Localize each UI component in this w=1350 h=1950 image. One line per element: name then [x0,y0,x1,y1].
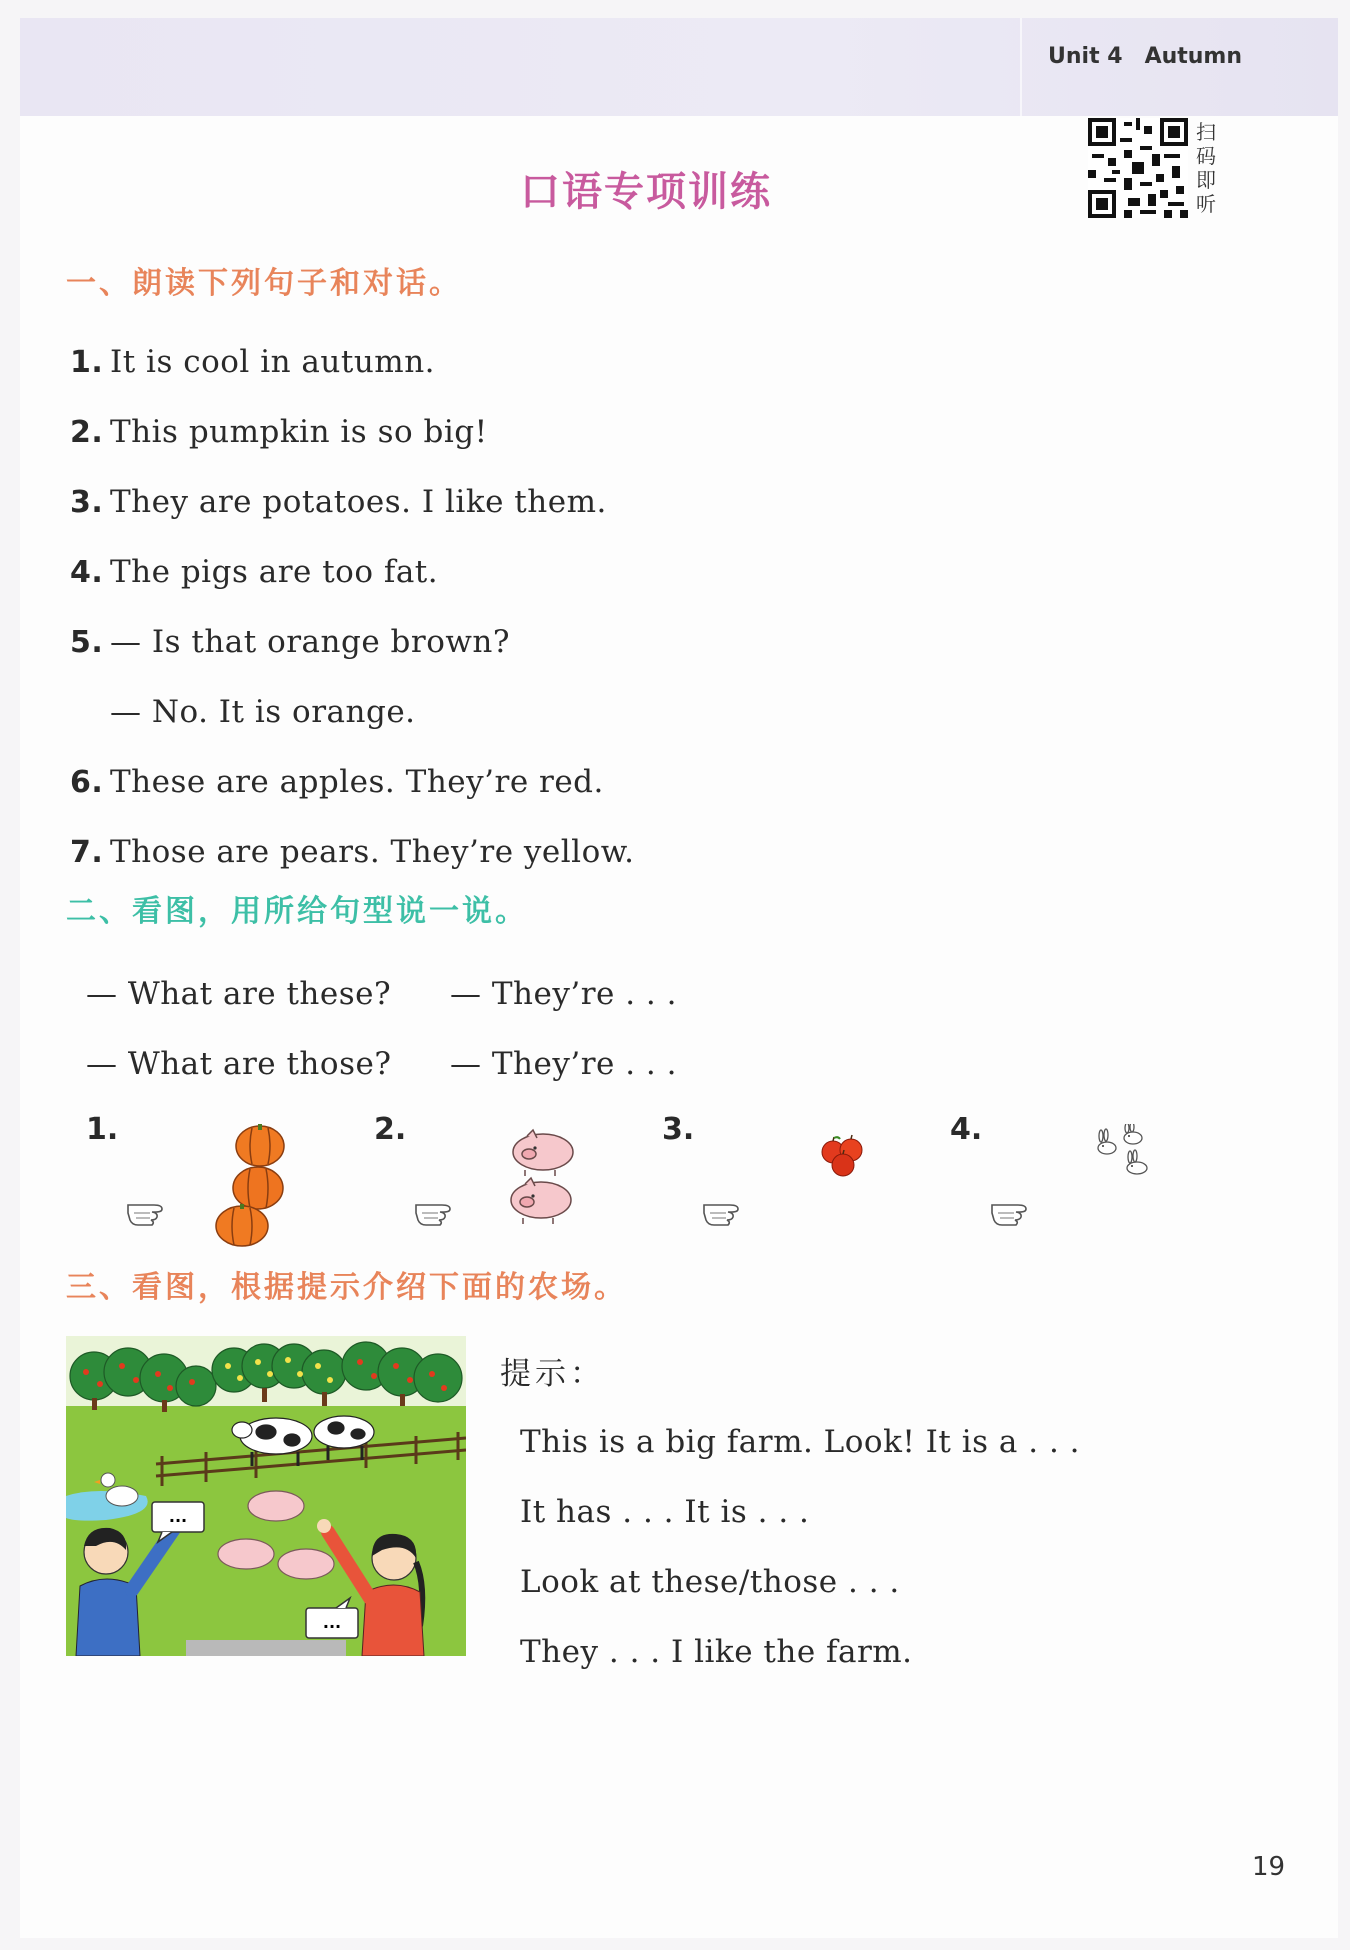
sentence-1: 1. It is cool in autumn. [70,344,436,380]
pigs-icon [505,1128,587,1230]
section3-heading: 三、看图，根据提示介绍下面的农场。 [66,1270,627,1305]
picture-label-4: 4. [950,1112,983,1147]
unit-topic: Autumn [1144,44,1243,69]
qr-label: 扫码即听 [1196,120,1216,216]
pattern-question-1: — What are these? [86,976,392,1012]
hint-line-3: Look at these/those . . . [520,1564,900,1600]
pattern-answer-1: — They’re . . . [450,976,677,1012]
rabbits-icon [1093,1124,1157,1182]
picture-label-2: 2. [374,1112,407,1147]
section2-heading: 二、看图，用所给句型说一说。 [66,894,528,929]
hint-line-2: It has . . . It is . . . [520,1494,810,1530]
speech-bubble-1: ... [168,1507,188,1526]
hint-line-1: This is a big farm. Look! It is a . . . [520,1424,1081,1460]
apples-icon [818,1134,868,1180]
sentence-4: 4. The pigs are too fat. [70,554,439,590]
pumpkins-icon [208,1118,288,1248]
sentence-2: 2. This pumpkin is so big! [70,414,488,450]
hint-line-4: They . . . I like the farm. [520,1634,913,1670]
sentence-3: 3. They are potatoes. I like them. [70,484,607,520]
pointing-hand-icon [700,1195,746,1229]
pattern-answer-2: — They’re . . . [450,1046,677,1082]
unit-number: Unit 4 [1048,44,1123,69]
sentence-6: 6. These are apples. They’re red. [70,764,604,800]
farm-illustration [66,1336,466,1656]
pointing-hand-icon [988,1195,1034,1229]
page-number: 19 [1252,1852,1286,1882]
picture-label-3: 3. [662,1112,695,1147]
pointing-hand-icon [412,1195,458,1229]
hint-title: 提示： [500,1356,605,1392]
sentence-7: 7. Those are pears. They’re yellow. [70,834,635,870]
section1-heading: 一、朗读下列句子和对话。 [66,266,462,301]
pointing-hand-icon [124,1195,170,1229]
picture-label-1: 1. [86,1112,119,1147]
sentence-5: 5. — Is that orange brown? [70,624,510,660]
sentence-5-reply: — No. It is orange. [110,694,416,730]
qr-code-icon[interactable] [1088,118,1188,218]
unit-label [1048,44,1242,69]
speech-bubble-2: ... [322,1613,342,1632]
page-title: 口语专项训练 [520,169,772,215]
pattern-question-2: — What are those? [86,1046,392,1082]
